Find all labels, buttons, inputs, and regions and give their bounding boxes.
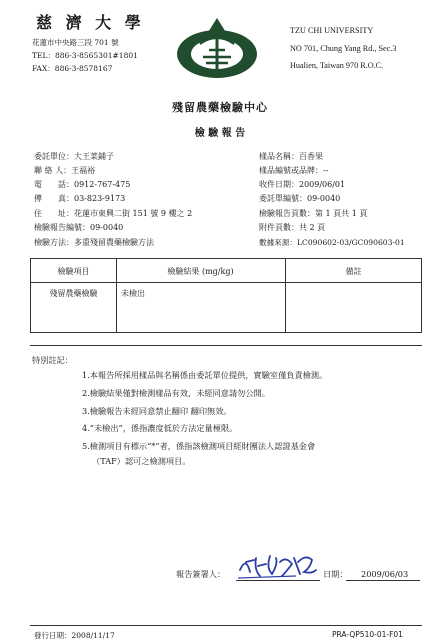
signer-label: 報告簽署人： (176, 569, 226, 579)
client-contact: 聯 絡 人：王福裕 (34, 166, 96, 175)
date-line (346, 580, 420, 581)
address-zh: 花蓮市中央路三段 701 號 (32, 38, 119, 47)
table-cell-item: 殘留農藥檢驗 (49, 289, 98, 298)
report-title: 檢 驗 報 告 (194, 128, 246, 139)
signature-line (236, 580, 320, 581)
client-phone: 電 話：0912-767-475 (34, 180, 131, 189)
university-name-zh: 慈 濟 大 學 (36, 13, 145, 32)
address-en-line2: Hualien, Taiwan 970 R.O.C. (290, 61, 384, 70)
table-header-remark: 備註 (345, 267, 362, 276)
notes-heading: 特別註記： (32, 355, 73, 365)
sample-name: 樣品名稱：百香果 (259, 152, 323, 161)
fax-number: FAX：886-3-8578167 (32, 64, 113, 73)
sample-code: 樣品編號或品牌：-- (259, 166, 329, 175)
handwritten-signature (236, 552, 322, 582)
issue-date: 發行日期：2008/11/17 (34, 631, 115, 640)
data-source: 數據來源：LC090602-03/GC090603-01 (259, 238, 405, 247)
divider (30, 345, 422, 346)
commission-number: 委託單編號：09-0040 (259, 194, 341, 203)
client-fax: 傳 真：03-823-9173 (34, 194, 126, 203)
note-item: 1.本報告所採用樣品與名稱係由委託單位提供，實驗室僅負責檢測。 (82, 370, 328, 380)
table-header-result: 檢驗結果 (mg/kg) (167, 267, 234, 276)
results-table (30, 258, 422, 333)
footer-rule (30, 625, 422, 626)
report-number: 檢驗報告編號：09-0040 (34, 223, 124, 232)
table-header-item: 檢驗項目 (57, 267, 90, 276)
note-item: 3.檢驗報告未經同意禁止翻印 翻印無效。 (82, 406, 232, 416)
note-item: （TAF）認可之檢測項目。 (92, 456, 191, 466)
signature-date: 2009/06/03 (361, 569, 409, 579)
note-item: 2.檢驗結果僅對檢測樣品有效，未經同意請勿公開。 (82, 388, 270, 398)
client-unit: 委託單位：大王菜鋪子 (34, 152, 114, 161)
university-name-en: TZU CHI UNIVERSITY (290, 26, 374, 35)
report-pages: 檢驗報告頁數：第 1 頁共 1 頁 (259, 209, 368, 218)
telephone: TEL：886-3-8565301#1801 (32, 51, 138, 60)
address-en-line1: NO 701, Chung Yang Rd., Sec.3 (290, 44, 397, 53)
form-number: PRA-QP510-01-F01 (332, 630, 403, 639)
note-item: 5.檢測項目有標示“*”者，係指該檢測項目經財團法人認證基金會 (82, 441, 316, 451)
attachment-pages: 附件頁數：共 2 頁 (259, 223, 326, 232)
signature-date-label: 日期： (323, 569, 348, 579)
note-item: 4.“未檢出”，係指濃度低於方法定量極限。 (82, 423, 238, 433)
university-logo (172, 12, 262, 80)
test-method: 檢驗方法：多重殘留農藥檢驗方法 (34, 238, 154, 247)
table-cell-result: 未檢出 (121, 289, 145, 298)
received-date: 收件日期：2009/06/01 (259, 180, 346, 189)
client-address: 住 址：花蓮市東興二街 151 號 9 樓之 2 (34, 209, 193, 218)
center-title: 殘留農藥檢驗中心 (172, 101, 268, 114)
